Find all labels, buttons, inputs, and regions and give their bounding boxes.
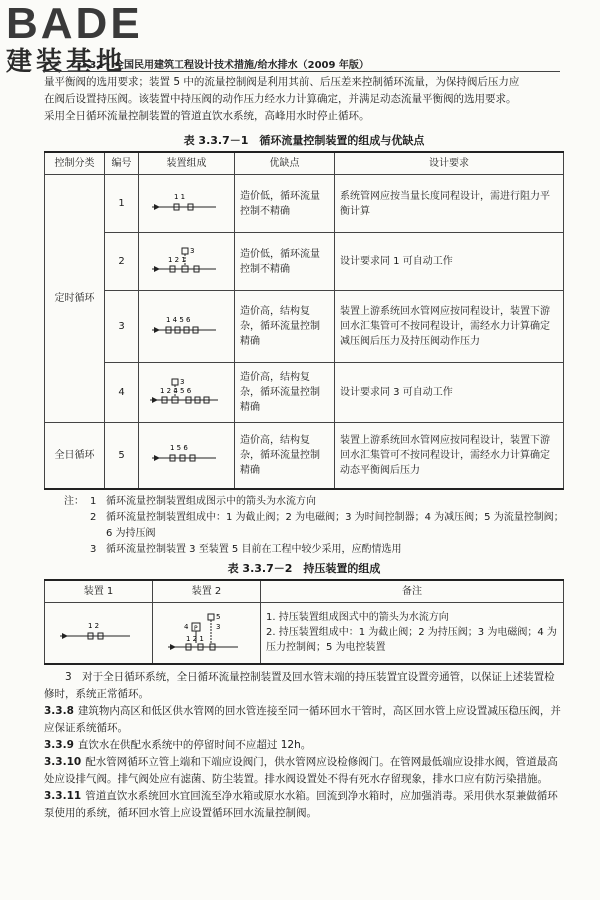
remark-item: 2. 持压装置组成中：1 为截止阀；2 为持压阀；3 为电磁阀；4 为压力控制阀；5 为电控装置 (266, 627, 557, 654)
diagram-label: 1 2 4 5 6 (160, 386, 192, 395)
row-number: 3 (105, 291, 139, 363)
table-row (45, 233, 564, 291)
pros-cons: 造价低，循环流量控制不精确 (235, 233, 335, 291)
intro-line: 在阀后设置持压阀。该装置中持压阀的动作压力经水力计算确定，并满足动态流量平衡阀的选用要求。 (44, 93, 517, 105)
note-item (44, 494, 564, 510)
note-number: 1 (90, 495, 97, 507)
diagram-label: 1 5 6 (170, 444, 188, 453)
note-text: 循环流量控制装置 3 至装置 5 目前在工程中较少采用，应酌情选用 (106, 543, 402, 555)
rule-text: 建筑物内高区和低区供水管网的回水管连接至同一循环回水干管时，高区回水管上应设置减压稳压阀，并应保证系统循环。 (44, 705, 561, 734)
table2-header: 备注 (261, 580, 564, 603)
table-row (45, 175, 564, 233)
rule-number: 3.3.9 (44, 739, 74, 751)
rule-text: 配水管网循环立管上端和下端应设阀门，供水管网应设检修阀门。在管网最低端应设排水阀，管道最高处应设排气阀。排气阀处应有滤菌、防尘装置。排水阀设置处不得有死水存留现象，排水口应有防污染措施。 (44, 756, 558, 785)
device-diagram (139, 423, 235, 489)
running-header: · 32 · 全国民用建筑工程设计技术措施/给水排水（2009 年版） (82, 60, 369, 71)
pressure-device-1-icon (50, 618, 140, 648)
diagram-1-icon (144, 189, 224, 219)
table-row (45, 363, 564, 423)
table2-header: 装置 1 (45, 580, 153, 603)
table2 (44, 579, 564, 666)
table2-caption: 表 3.3.7－2 持压装置的组成 (227, 561, 381, 575)
table1-header: 控制分类 (45, 152, 105, 175)
diagram-3-icon (144, 312, 224, 342)
diagram-4-icon (144, 376, 224, 410)
pressure-device-2-icon (158, 611, 248, 655)
device-1-diagram (45, 602, 153, 664)
diagram-label: 1 1 (174, 192, 186, 201)
table1 (44, 151, 564, 490)
remark-item: 1. 持压装置组成图式中的箭头为水流方向 (266, 612, 449, 624)
design-requirement: 设计要求同 3 可自动工作 (335, 363, 564, 423)
rule-3-3-10 (44, 754, 564, 788)
diagram-left-label: 4 (184, 622, 189, 631)
table2-remarks (261, 602, 564, 664)
paragraph-3: 3 对于全日循环系统，全日循环流量控制装置及回水管末端的持压装置宜设置旁通管，以保证上述装置检修时，系统正常循环。 (44, 671, 555, 700)
pros-cons: 造价高，结构复杂，循环流量控制精确 (235, 363, 335, 423)
diagram-mid-label: P (194, 624, 198, 632)
table2-header-row (45, 580, 564, 603)
table1-notes (44, 494, 564, 558)
diagram-2-icon (144, 245, 224, 279)
pros-cons: 造价低，循环流量控制不精确 (235, 175, 335, 233)
rule-number: 3.3.11 (44, 790, 82, 802)
rule-text: 管道直饮水系统回水宜回流至净水箱或原水水箱。回流到净水箱时，应加强消毒。采用供水泵兼做循环泵使用的系统，循环回水管上应设置循环回水流量控制阀。 (44, 790, 558, 819)
row-number: 5 (105, 423, 139, 489)
table1-header: 编号 (105, 152, 139, 175)
note-text: 循环流量控制装置组成中：1 为截止阀；2 为电磁阀；3 为时间控制器；4 为减压阀；5 为流量控制阀；6 为持压阀 (106, 511, 564, 539)
device-diagram (139, 291, 235, 363)
row-number: 2 (105, 233, 139, 291)
table-row (45, 602, 564, 664)
pros-cons: 造价高，结构复杂，循环流量控制精确 (235, 423, 335, 489)
intro-paragraph (44, 74, 564, 125)
design-requirement: 系统管网应按当量长度同程设计，需进行阻力平衡计算 (335, 175, 564, 233)
device-diagram (139, 233, 235, 291)
note-item (44, 510, 564, 542)
pros-cons: 造价高，结构复杂，循环流量控制精确 (235, 291, 335, 363)
device-2-diagram (153, 602, 261, 664)
diagram-5-icon (144, 440, 224, 470)
rule-3-3-9 (44, 737, 564, 754)
logo-sub: 建装基地 (6, 47, 127, 77)
notes-label: 注： (64, 495, 84, 507)
table-row (45, 291, 564, 363)
design-requirement: 设计要求同 1 可自动工作 (335, 233, 564, 291)
category-fullday: 全日循环 (45, 423, 105, 489)
rules-section (44, 669, 564, 822)
row-number: 4 (105, 363, 139, 423)
rule-number: 3.3.8 (44, 705, 74, 717)
category-timed: 定时循环 (45, 175, 105, 423)
diagram-top-label: 3 (180, 377, 185, 386)
table1-caption: 表 3.3.7－1 循环流量控制装置的组成与优缺点 (183, 134, 425, 147)
diagram-label: 1 2 1 (186, 634, 204, 643)
table-row (45, 423, 564, 489)
device-diagram (139, 363, 235, 423)
note-text: 循环流量控制装置组成图示中的箭头为水流方向 (106, 495, 316, 507)
design-requirement: 装置上游系统回水管网应按同程设计，装置下游回水汇集管可不按同程设计，需经水力计算确定动态平衡阀后压力 (335, 423, 564, 489)
table1-header: 优缺点 (235, 152, 335, 175)
table2-header: 装置 2 (153, 580, 261, 603)
device-diagram (139, 175, 235, 233)
intro-line: 量平衡阀的选用要求；装置 5 中的流量控制阀是利用其前、后压差来控制循环流量，为保持阀后压力应 (44, 76, 520, 88)
rule-3-3-11 (44, 788, 564, 822)
note-item (44, 542, 564, 558)
rule-text: 直饮水在供配水系统中的停留时间不应超过 12h。 (77, 739, 312, 751)
table1-header: 设计要求 (335, 152, 564, 175)
diagram-top-label: 5 (216, 612, 221, 621)
note-number: 2 (90, 511, 97, 523)
diagram-top-label: 3 (190, 246, 195, 255)
diagram-label: 1 2 1 (168, 255, 186, 264)
row-number: 1 (105, 175, 139, 233)
diagram-label: 1 2 (88, 621, 100, 630)
rule-3-3-8 (44, 703, 564, 737)
intro-line: 采用全日循环流量控制装置的管道直饮水系统，高峰用水时停止循环。 (44, 110, 370, 122)
note-number: 3 (90, 543, 97, 555)
diagram-label: 1 4 5 6 (166, 315, 191, 324)
table1-header: 装置组成 (139, 152, 235, 175)
diagram-right-label: 3 (216, 622, 221, 631)
design-requirement: 装置上游系统回水管网应按同程设计，装置下游回水汇集管可不按同程设计，需经水力计算确定减压阀后压力及持压阀动作压力 (335, 291, 564, 363)
logo-main: BADE (6, 0, 143, 48)
table1-block (44, 130, 564, 822)
rule-number: 3.3.10 (44, 756, 82, 768)
header-divider (44, 71, 560, 72)
table1-header-row (45, 152, 564, 175)
